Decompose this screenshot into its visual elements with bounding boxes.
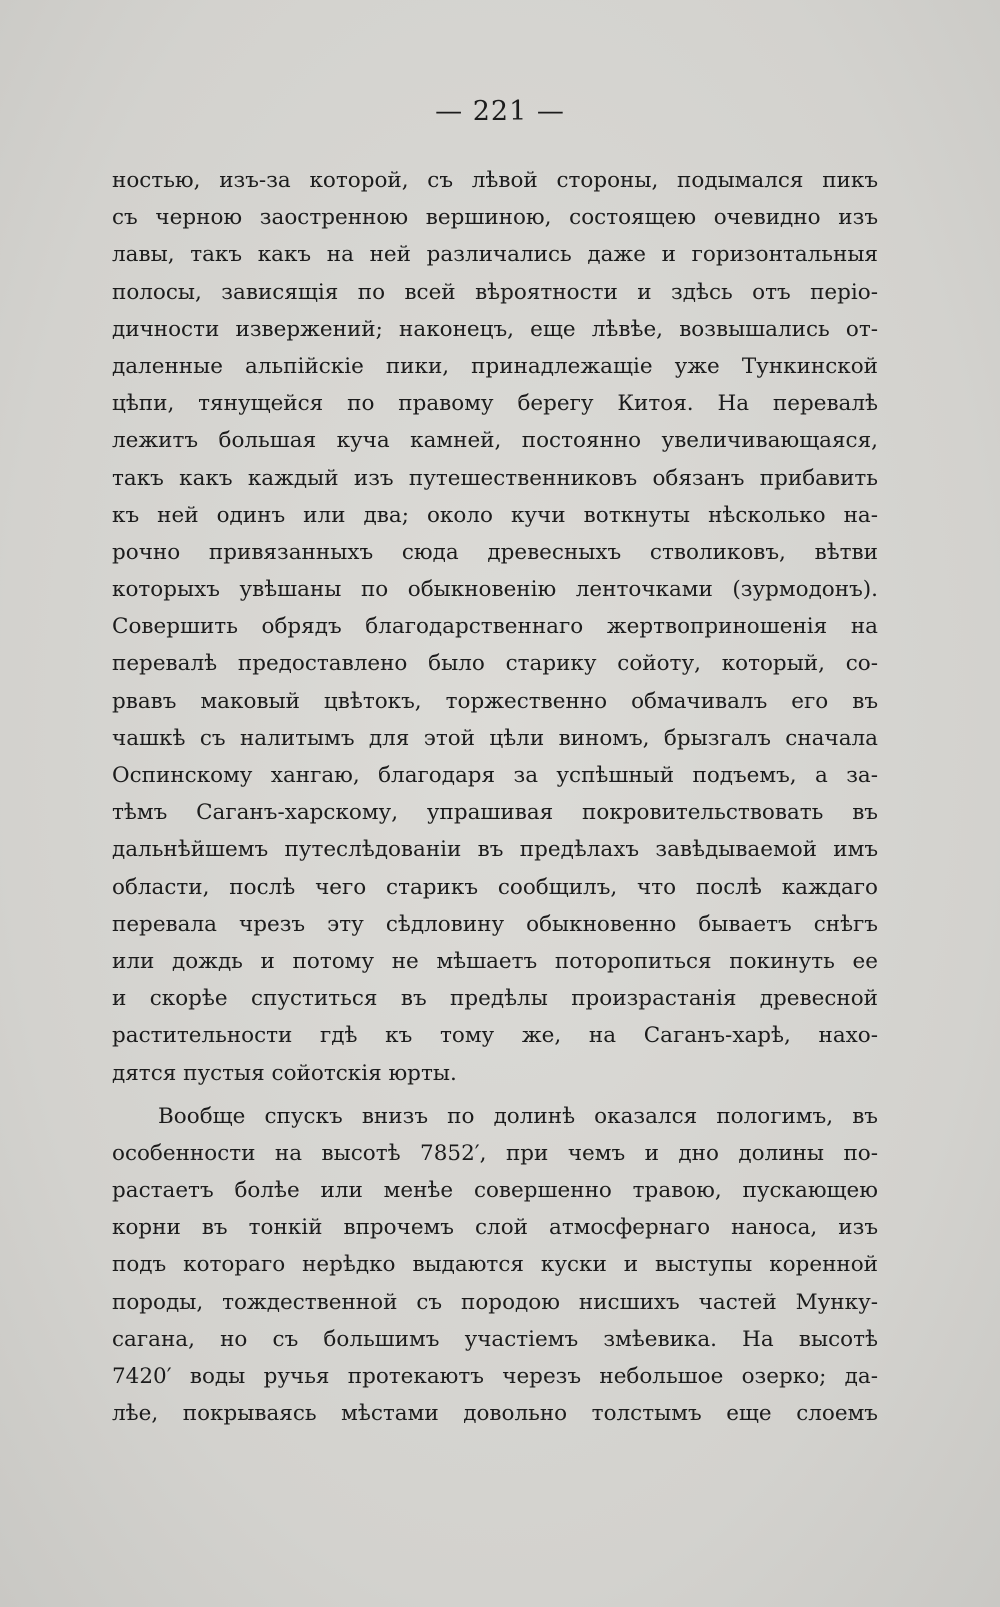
text-line: 7420′ воды ручья протекаютъ черезъ небольшое озерко; да- xyxy=(112,1364,878,1389)
body-text xyxy=(112,162,878,1432)
text-line: полосы, зависящія по всей вѣроятности и здѣсь отъ періо- xyxy=(112,279,878,305)
text-line: тѣмъ Саганъ-харскому, упрашивая покровительствовать въ xyxy=(112,800,878,826)
text-line: области, послѣ чего старикъ сообщилъ, что послѣ каждаго xyxy=(112,874,878,900)
text-line: Совершить обрядъ благодарственнаго жертвоприношенія на xyxy=(112,614,878,640)
text-line: чашкѣ съ налитымъ для этой цѣли виномъ, брызгалъ сначала xyxy=(112,725,878,751)
text-line: такъ какъ каждый изъ путешественниковъ обязанъ прибавить xyxy=(112,465,878,491)
text-line: сагана, но съ большимъ участіемъ змѣевика. На высотѣ xyxy=(112,1326,878,1352)
text-line: лавы, такъ какъ на ней различались даже и горизонтальныя xyxy=(112,242,878,268)
text-line: породы, тождественной съ породою нисшихъ частей Мунку- xyxy=(112,1289,878,1315)
text-line: растительности гдѣ къ тому же, на Саганъ-харѣ, нахо- xyxy=(112,1023,878,1049)
text-line: съ черною заостренною вершиною, состоящею очевидно изъ xyxy=(112,205,878,231)
paragraph-2 xyxy=(112,1098,878,1433)
text-line: лѣе, покрываясь мѣстами довольно толстымъ еще слоемъ xyxy=(112,1401,878,1427)
text-line: и скорѣе спуститься въ предѣлы произрастанія древесной xyxy=(112,986,878,1012)
text-line: рочно привязанныхъ сюда древесныхъ стволиковъ, вѣтви xyxy=(112,539,878,565)
text-line: перевалѣ предоставлено было старику сойоту, который, со- xyxy=(112,651,878,677)
text-line: которыхъ увѣшаны по обыкновенію ленточками (зурмодонъ). xyxy=(112,577,878,603)
page-number: — 221 — xyxy=(435,96,565,127)
text-line: перевала чрезъ эту сѣдловину обыкновенно бываетъ снѣгъ xyxy=(112,911,878,937)
text-line: даленные альпійскіе пики, принадлежащіе уже Тункинской xyxy=(112,353,878,379)
text-line: дальнѣйшемъ путеслѣдованіи въ предѣлахъ завѣдываемой имъ xyxy=(112,837,878,863)
text-line: ностью, изъ-за которой, съ лѣвой стороны, подымался пикъ xyxy=(112,168,878,193)
text-line: растаетъ болѣе или менѣе совершенно травою, пускающею xyxy=(112,1178,878,1204)
text-line: лежитъ большая куча камней, постоянно увеличивающаяся, xyxy=(112,428,878,454)
text-line: дичности извержений; наконецъ, еще лѣвѣе, возвышались от- xyxy=(112,316,878,342)
text-line: или дождь и потому не мѣшаетъ поторопиться покинуть ее xyxy=(112,948,878,974)
text-line: дятся пустыя сойотскія юрты. xyxy=(112,1060,457,1086)
text-line: рвавъ маковый цвѣтокъ, торжественно обмачивалъ его въ xyxy=(112,688,878,714)
text-line: цѣпи, тянущейся по правому берегу Китоя. На перевалѣ xyxy=(112,391,878,417)
text-line: подъ котораго нерѣдко выдаются куски и выступы коренной xyxy=(112,1252,878,1278)
text-line: Вообще спускъ внизъ по долинѣ оказался пологимъ, въ xyxy=(158,1103,878,1129)
text-line: корни въ тонкій впрочемъ слой атмосфернаго наноса, изъ xyxy=(112,1215,878,1241)
text-line: особенности на высотѣ 7852′, при чемъ и дно долины по- xyxy=(112,1140,878,1166)
paragraph-1 xyxy=(112,162,878,1092)
text-line: къ ней одинъ или два; около кучи воткнуты нѣсколько на- xyxy=(112,502,878,528)
text-line: Оспинскому хангаю, благодаря за успѣшный подъемъ, а за- xyxy=(112,763,878,788)
